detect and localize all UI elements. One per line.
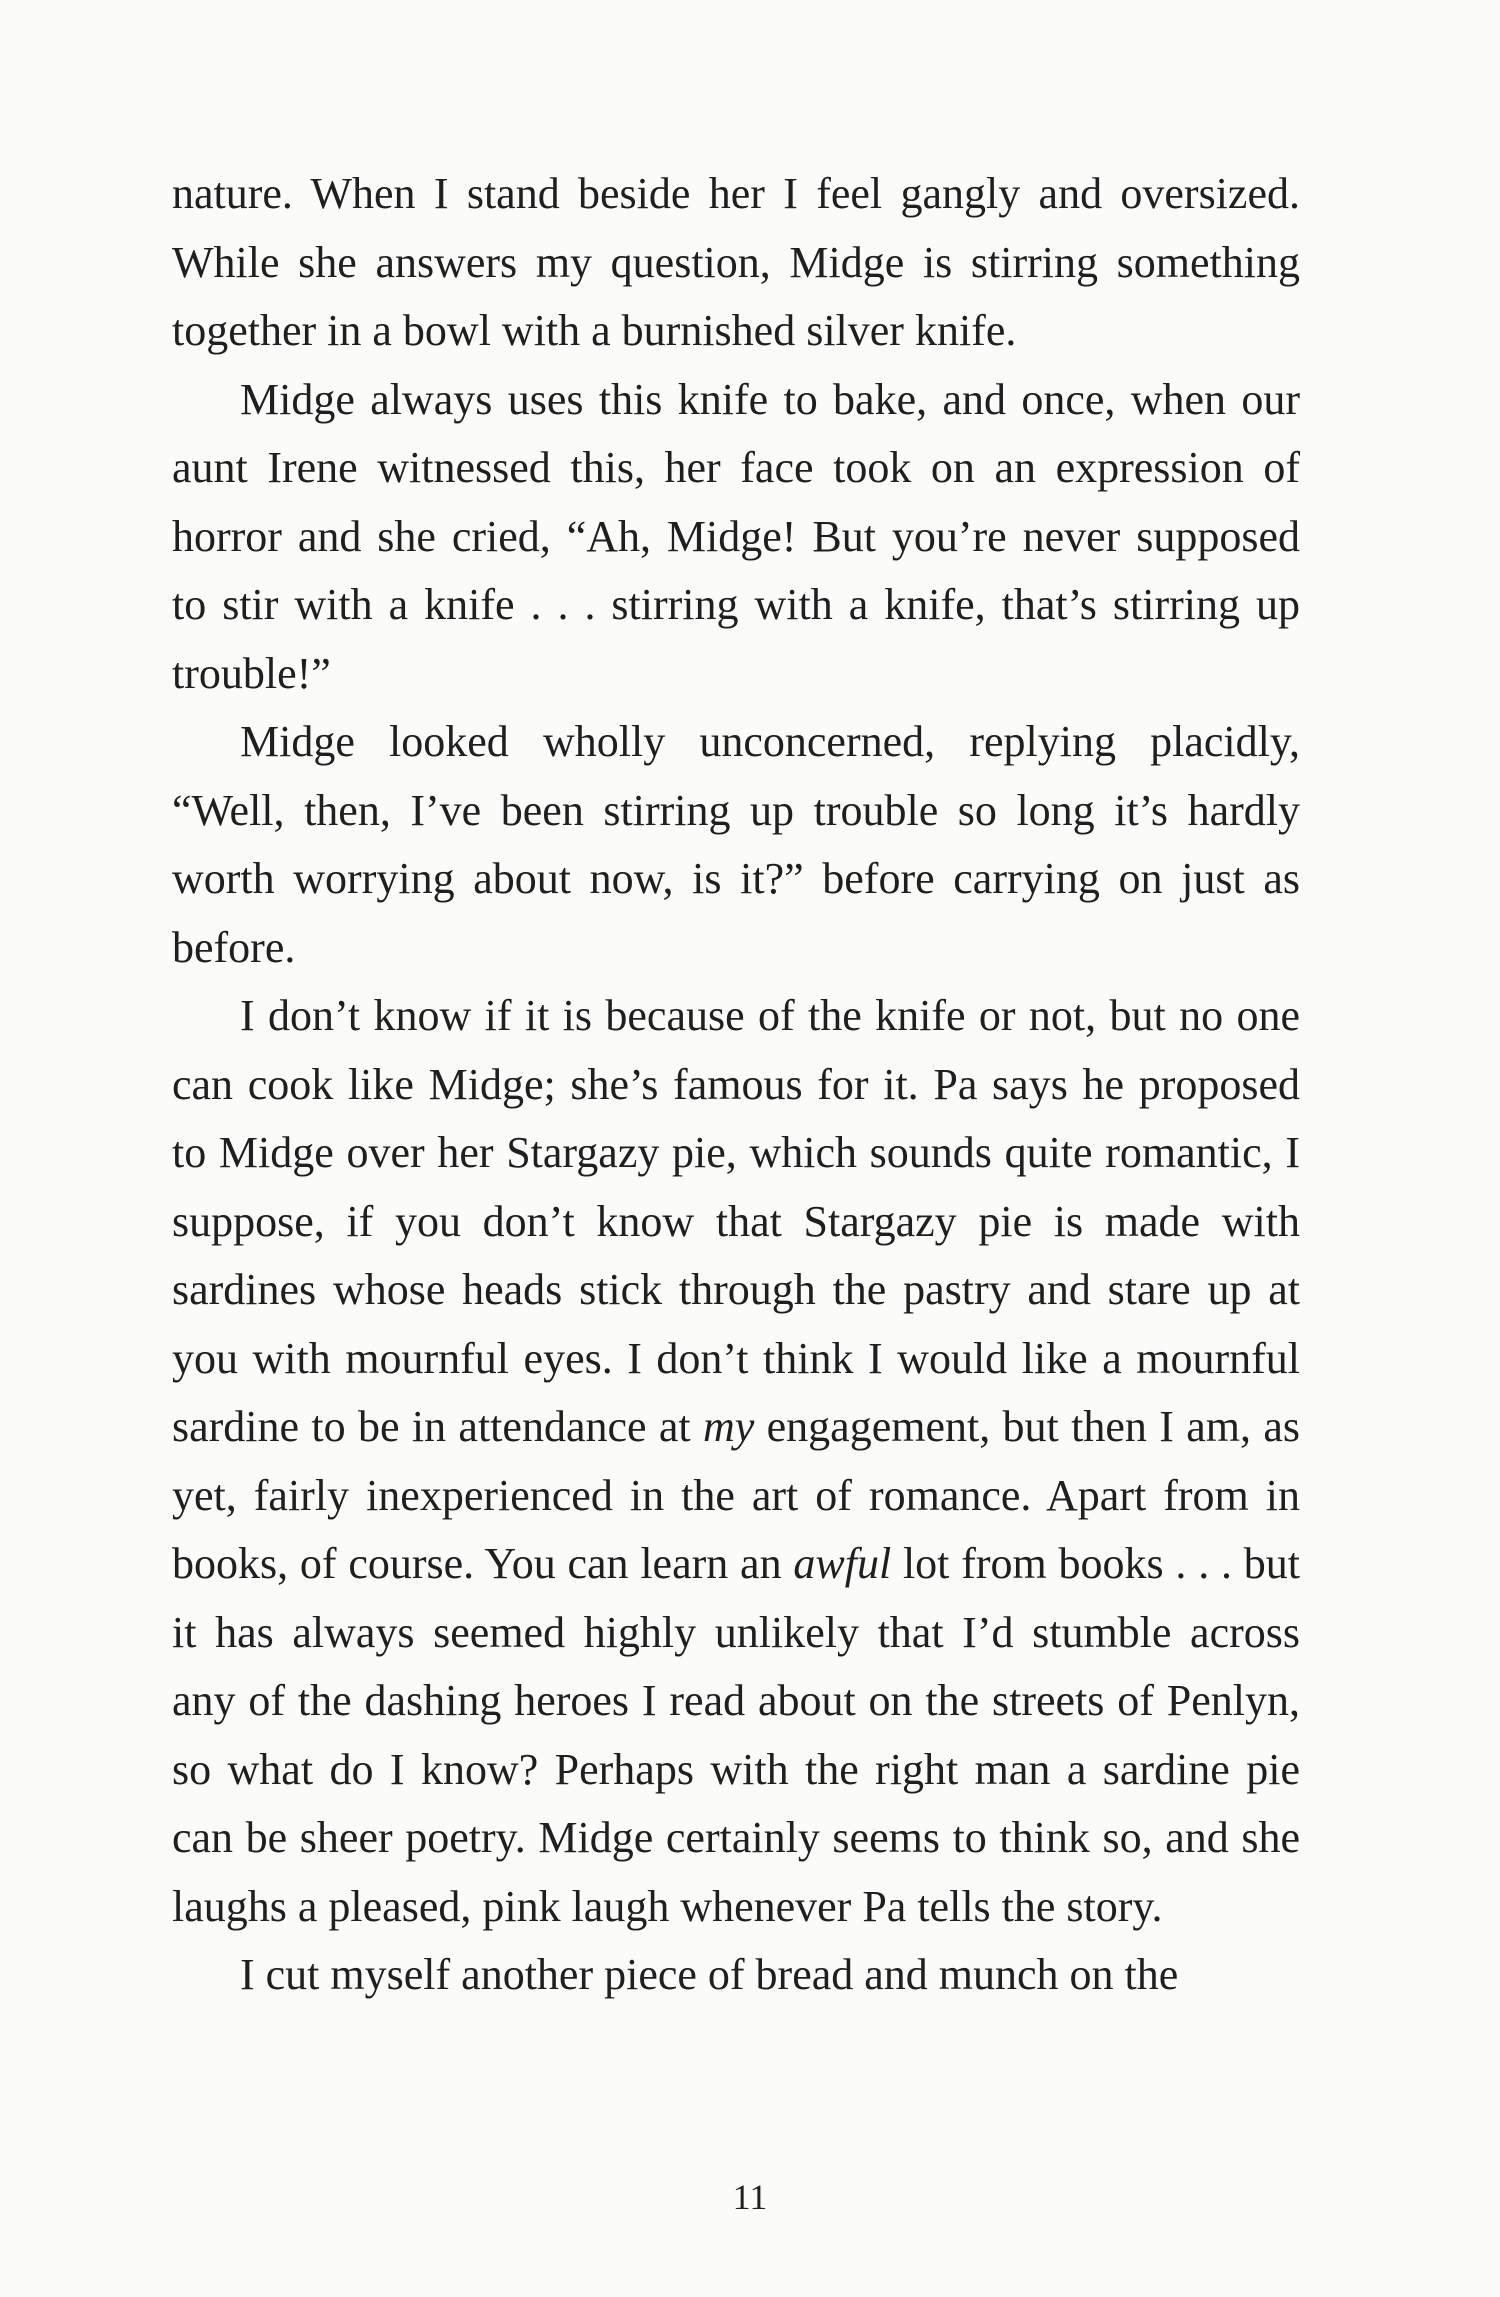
text-segment: nature. When I stand beside her I feel gangly and oversized. While she answers my question, Midge is stirring something together in a bowl with a burnished silver knife. <box>172 169 1300 355</box>
italic-text: my <box>702 1402 755 1451</box>
text-segment: I don’t know if it is because of the knife or not, but no one can cook like Midge; she’s famous for it. Pa says he proposed to Midge over her Stargazy pie, which sounds quite romantic, I suppose, if you don’t know that Stargazy pie is made with sardines whose heads stick through the pastry and stare up at you with mournful eyes. I don’t think I would like a mournful sardine to be in attendance at <box>172 991 1300 1451</box>
text-segment: lot from books . . . but it has always seemed highly unlikely that I’d stumble across any of the dashing heroes I read about on the streets of Penlyn, so what do I know? Perhaps with the right man a sardine pie can be sheer poetry. Midge certainly seems to think so, and she laughs a pleased, pink laugh whenever Pa tells the story. <box>172 1539 1300 1931</box>
text-segment: I cut myself another piece of bread and munch on the <box>240 1950 1179 1999</box>
body-text <box>172 160 1300 2010</box>
page-number: 11 <box>732 2177 768 2217</box>
paragraph <box>172 160 1300 366</box>
paragraph <box>172 366 1300 709</box>
paragraph <box>172 708 1300 982</box>
text-segment: Midge always uses this knife to bake, and once, when our aunt Irene witnessed this, her face took on an expression of horror and she cried, “Ah, Midge! But you’re never supposed to stir with a knife . . . stirring with a knife, that’s stirring up trouble!” <box>172 374 1300 698</box>
paragraph <box>172 1941 1300 2010</box>
italic-text: awful <box>793 1539 892 1588</box>
text-segment: Midge looked wholly unconcerned, replying placidly, “Well, then, I’ve been stirring up trouble so long it’s hardly worth worrying about now, is it?” before carrying on just as before. <box>172 717 1300 972</box>
text-segment: engagement, but then I am, as yet, fairly inexperienced in the art of romance. Apart from in books, of course. You can learn an <box>172 1402 1300 1588</box>
paragraph <box>172 982 1300 1941</box>
